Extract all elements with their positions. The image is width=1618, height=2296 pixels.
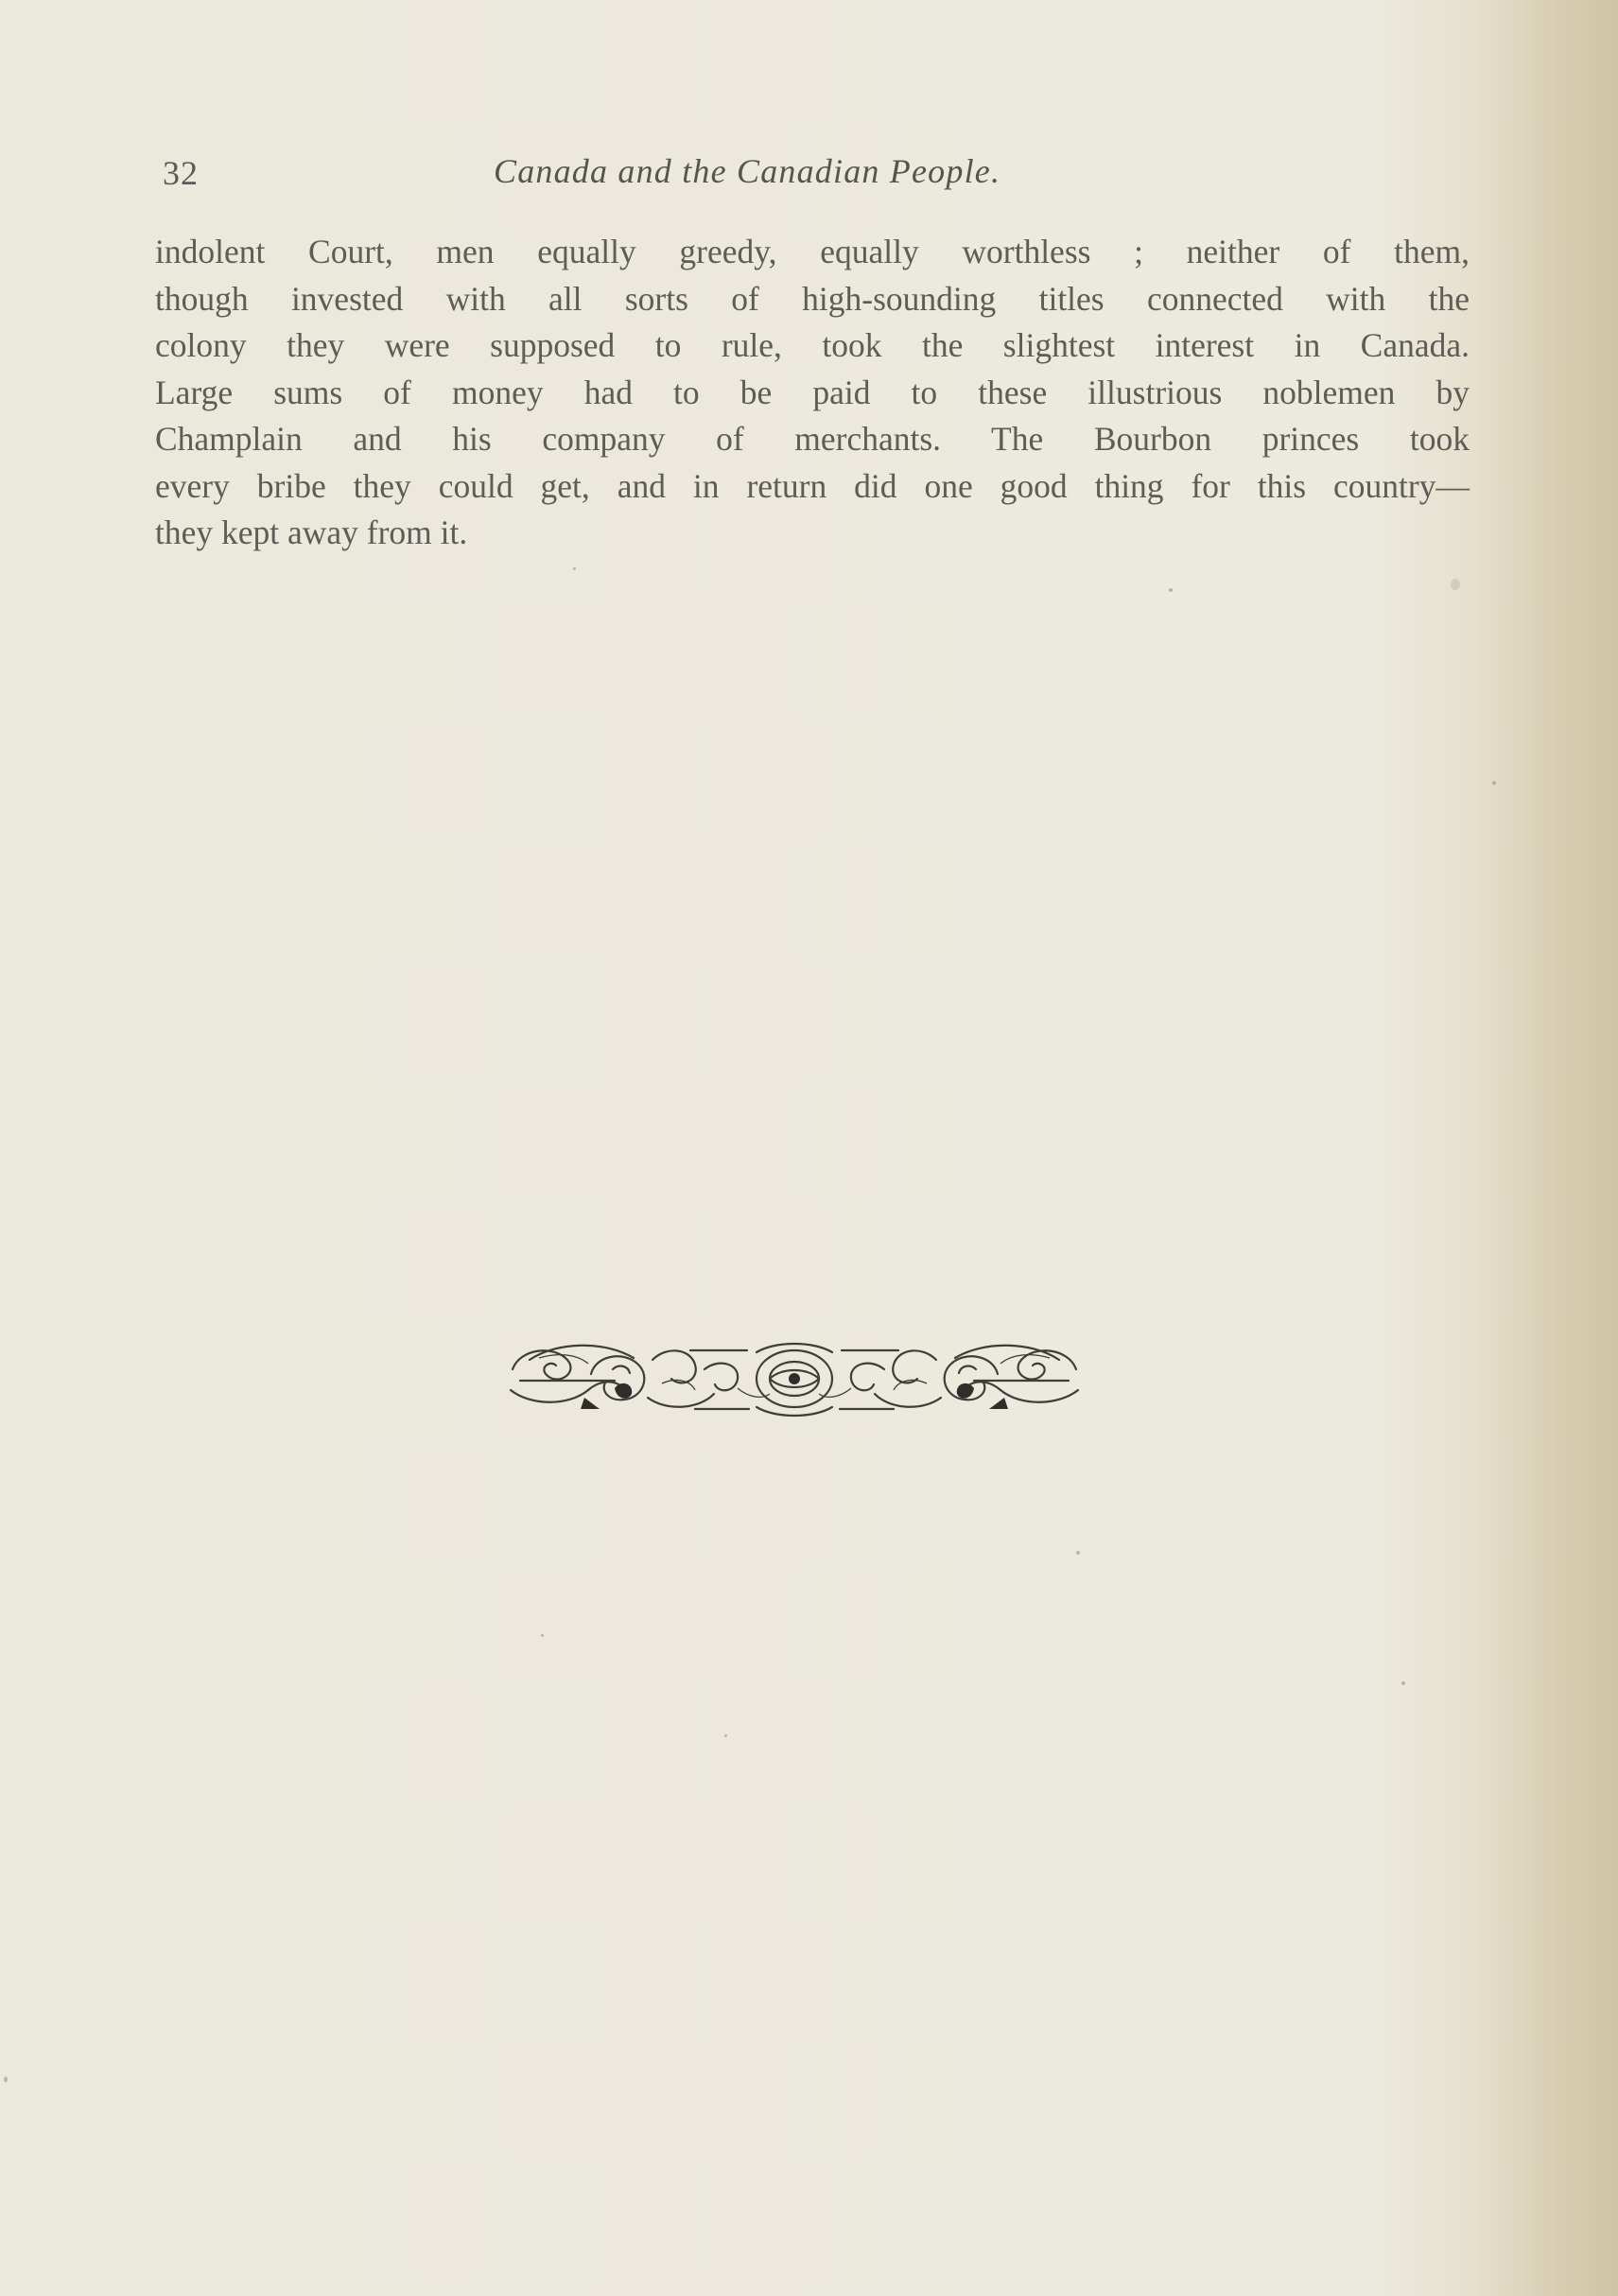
text-line: they kept away from it. xyxy=(155,513,468,551)
text-line: every bribe they could get, and in return did one good thing for this country— xyxy=(155,466,1470,505)
running-head xyxy=(163,149,1473,206)
paper-speck xyxy=(1076,1551,1080,1555)
paper-speck xyxy=(724,1734,727,1737)
paper-speck xyxy=(1451,579,1460,590)
paper-speck xyxy=(1492,781,1496,785)
text-line: Large sums of money had to be paid to these illustrious noblemen by xyxy=(155,373,1470,411)
text-line: though invested with all sorts of high-sounding titles connected with the xyxy=(155,279,1470,318)
running-title: Canada and the Canadian People. xyxy=(494,152,1001,190)
text-line: Champlain and his company of merchants. The Bourbon princes took xyxy=(155,420,1470,458)
paper-speck xyxy=(1401,1681,1405,1685)
text-line: colony they were supposed to rule, took the slightest interest in Canada. xyxy=(155,326,1470,364)
page-number: 32 xyxy=(163,154,199,192)
body-paragraph xyxy=(155,229,1470,557)
text-line: indolent Court, men equally greedy, equally worthless ; neither of them, xyxy=(155,233,1470,270)
paper-speck xyxy=(4,2077,8,2082)
tailpiece-ornament-icon xyxy=(501,1331,1087,1422)
paper-speck xyxy=(1169,588,1173,592)
paper-speck xyxy=(573,567,576,570)
paper-speck xyxy=(541,1634,544,1637)
